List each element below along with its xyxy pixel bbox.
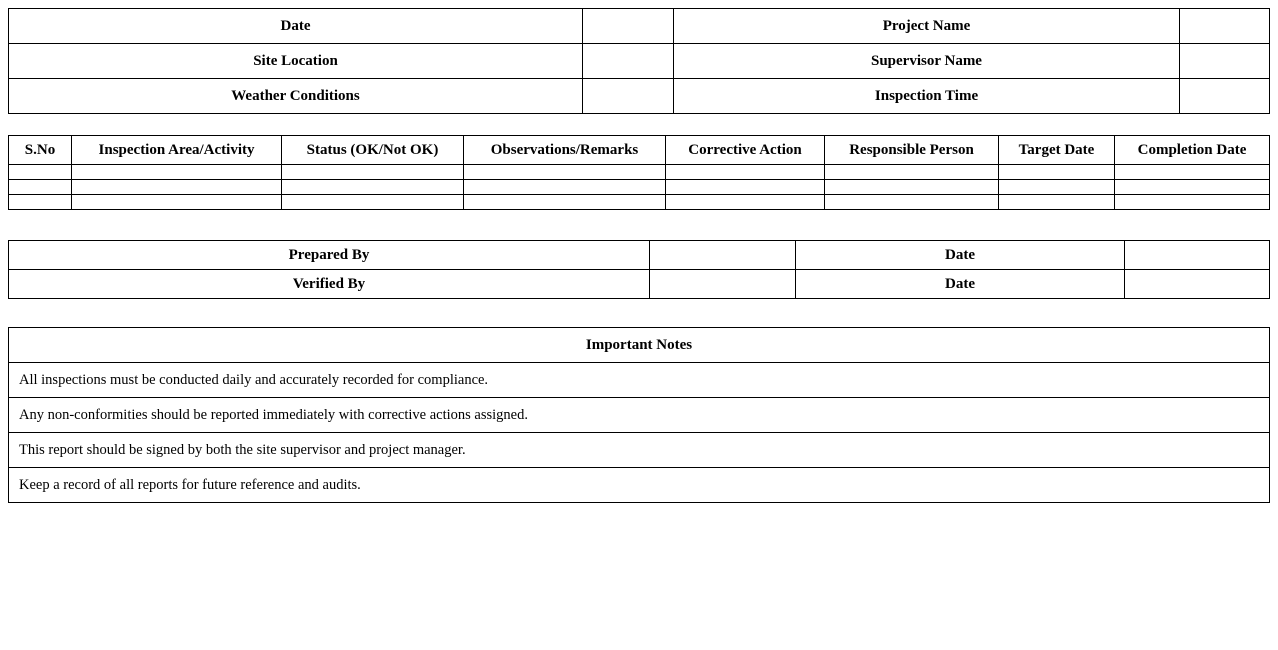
column-header-inspection-area: Inspection Area/Activity [72,136,282,165]
cell-inspection-area[interactable] [72,165,282,180]
inspection-table-header-row [9,136,1270,165]
header-label-site-location: Site Location [9,44,583,79]
header-value-project-name[interactable] [1180,9,1270,44]
note-item-2: Any non-conformities should be reported immediately with corrective actions assigned. [9,398,1270,433]
table-row [9,165,1270,180]
column-header-completion-date: Completion Date [1115,136,1270,165]
cell-responsible-person[interactable] [825,195,999,210]
cell-completion-date[interactable] [1115,180,1270,195]
signature-label-verified-date: Date [796,270,1125,299]
header-label-inspection-time: Inspection Time [674,79,1180,114]
cell-sno[interactable] [9,195,72,210]
cell-target-date[interactable] [999,165,1115,180]
header-label-project-name: Project Name [674,9,1180,44]
table-row [9,270,1270,299]
cell-observations[interactable] [464,195,666,210]
notes-title: Important Notes [9,328,1270,363]
table-row [9,398,1270,433]
header-label-supervisor-name: Supervisor Name [674,44,1180,79]
header-info-table [8,8,1270,114]
cell-responsible-person[interactable] [825,180,999,195]
cell-status[interactable] [282,195,464,210]
column-header-sno: S.No [9,136,72,165]
cell-corrective-action[interactable] [666,195,825,210]
table-row [9,79,1270,114]
cell-completion-date[interactable] [1115,165,1270,180]
cell-responsible-person[interactable] [825,165,999,180]
cell-status[interactable] [282,180,464,195]
signature-label-verified-by: Verified By [9,270,650,299]
cell-target-date[interactable] [999,195,1115,210]
table-row [9,44,1270,79]
column-header-target-date: Target Date [999,136,1115,165]
cell-target-date[interactable] [999,180,1115,195]
table-row [9,195,1270,210]
table-row [9,328,1270,363]
header-value-supervisor-name[interactable] [1180,44,1270,79]
column-header-observations: Observations/Remarks [464,136,666,165]
signature-value-prepared-date[interactable] [1125,241,1270,270]
signature-value-verified-date[interactable] [1125,270,1270,299]
column-header-status: Status (OK/Not OK) [282,136,464,165]
header-label-date: Date [9,9,583,44]
table-row [9,363,1270,398]
note-item-4: Keep a record of all reports for future reference and audits. [9,468,1270,503]
signature-label-prepared-by: Prepared By [9,241,650,270]
cell-status[interactable] [282,165,464,180]
header-value-date[interactable] [583,9,674,44]
cell-sno[interactable] [9,180,72,195]
signature-value-verified-by[interactable] [650,270,796,299]
column-header-responsible-person: Responsible Person [825,136,999,165]
cell-sno[interactable] [9,165,72,180]
cell-inspection-area[interactable] [72,195,282,210]
header-value-site-location[interactable] [583,44,674,79]
table-row [9,241,1270,270]
table-row [9,9,1270,44]
signature-label-prepared-date: Date [796,241,1125,270]
note-item-3: This report should be signed by both the site supervisor and project manager. [9,433,1270,468]
column-header-corrective-action: Corrective Action [666,136,825,165]
cell-corrective-action[interactable] [666,165,825,180]
table-row [9,433,1270,468]
signature-value-prepared-by[interactable] [650,241,796,270]
header-value-inspection-time[interactable] [1180,79,1270,114]
important-notes-table [8,327,1270,503]
header-value-weather-conditions[interactable] [583,79,674,114]
table-row [9,468,1270,503]
cell-corrective-action[interactable] [666,180,825,195]
signature-table [8,240,1270,299]
cell-completion-date[interactable] [1115,195,1270,210]
header-label-weather-conditions: Weather Conditions [9,79,583,114]
cell-inspection-area[interactable] [72,180,282,195]
table-row [9,180,1270,195]
cell-observations[interactable] [464,165,666,180]
note-item-1: All inspections must be conducted daily and accurately recorded for compliance. [9,363,1270,398]
inspection-checklist-table [8,135,1270,210]
cell-observations[interactable] [464,180,666,195]
